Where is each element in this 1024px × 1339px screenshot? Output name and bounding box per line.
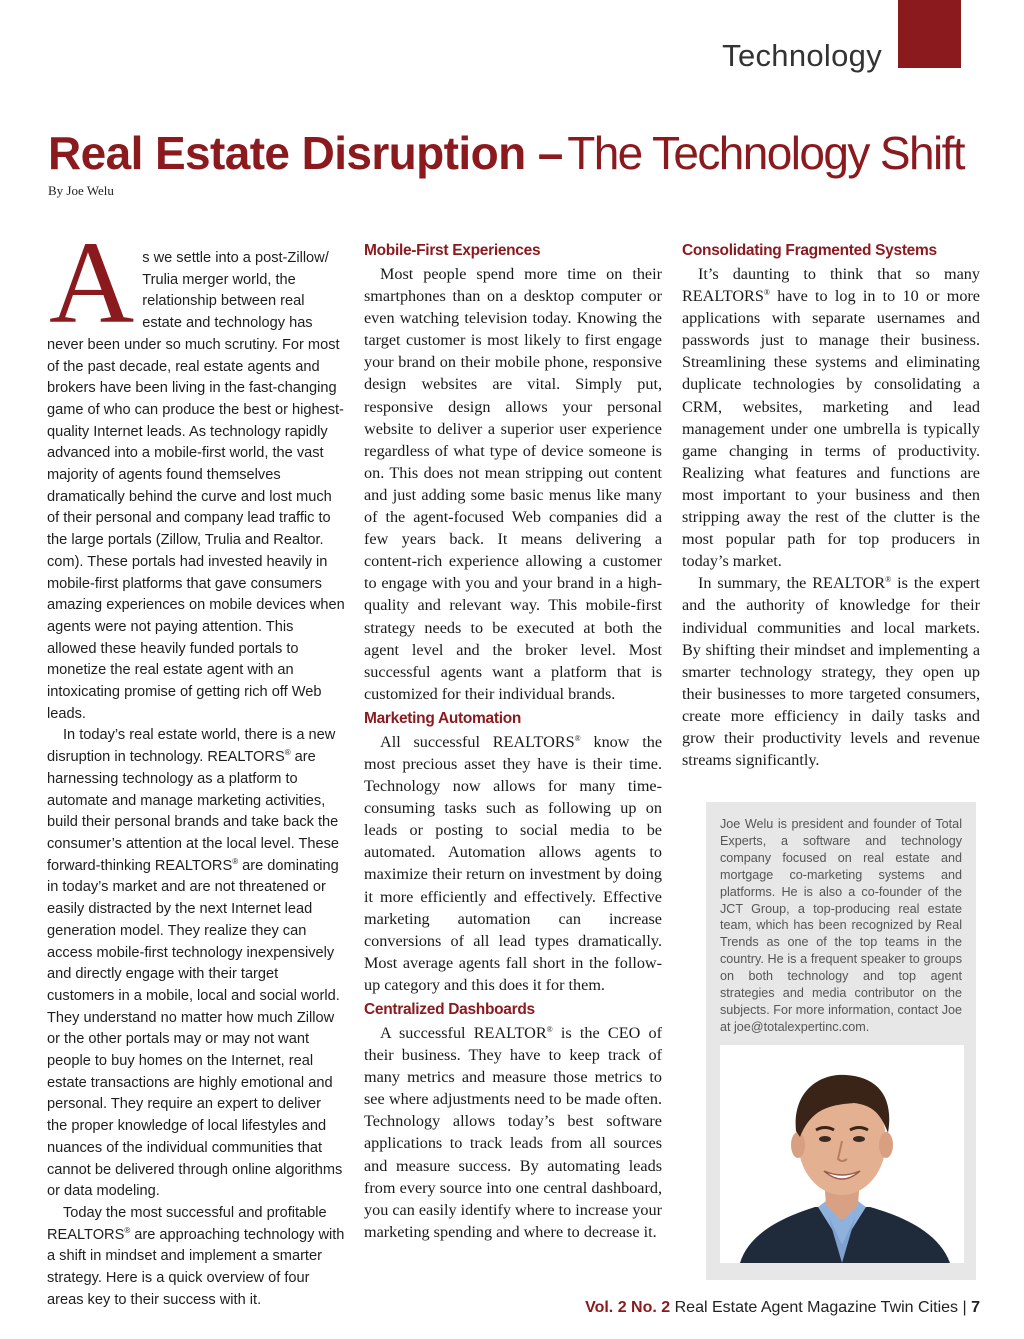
section-label: Technology [722,38,882,73]
subhead-consolidating-systems: Consolidating Fragmented Systems [682,242,937,259]
footer-separator: | [962,1299,967,1316]
body-paragraph: It’s daunting to think that so many REALTORS® have to log in to 10 or more applications with separate usernames and passwords just to manage their business. Streamlining these systems and eliminating duplicate technologies by consolidating a CRM, websites, marketing and lead management under one umbrella is typically game changing in terms of productivity. Realizing what features and functions are most important to your business and then stripping away the rest of the clutter is the most popular path for top producers in today’s market. [682,265,980,571]
subhead-centralized-dashboards: Centralized Dashboards [364,1001,535,1018]
body-paragraph: Today the most successful and profitable REALTORS® are approaching technology with a shift in mindset and implement a smarter strategy. Here is a quick overview of four areas key to their success with it. [47,1204,345,1308]
subhead-marketing-automation: Marketing Automation [364,709,522,727]
body-paragraph: In today’s real estate world, there is a new disruption in technology. REALTORS® are harnessing technology as a platform to automate and manage marketing activities, build their personal brands and take back the consumer’s attention at the local level. These forward-thinking REALTORS® are dominating in today’s market and are not threatened or easily distracted by the next Internet lead generation model. They realize they can access mobile-first technology inexpensively and directly engage with their target customers in a mobile, local and social world. They understand no matter how much Zillow or the other portals may or may not want people to buy homes on the Internet, real estate transactions are highly emotional and personal. They require an expert to deliver the proper knowledge of local lifestyles and nuances of the individual communities that cannot be delivered through online algorithms or data modeling. [47,727,343,1200]
byline: By Joe Welu [48,183,114,198]
subhead-mobile-first: Mobile-First Experiences [364,242,541,259]
magazine-name: Real Estate Agent Magazine Twin Cities [674,1299,959,1316]
author-bio: Joe Welu is president and founder of Total Experts, a software and technology company focused on real estate and mortgage co-marketing systems and platforms. He is also a co-founder of the JCT Group, a top-producing real estate team, which has been recognized by Real Trends as one of the top teams in the country. He is a frequent speaker to groups on both technology and top agent strategies and media contributor on the subjects. For more information, contact Joe at joe@totalexpertinc.com. [720,817,962,1034]
page-number: 7 [971,1299,980,1316]
article-headline [48,126,964,180]
headline-light: The Technology Shift [567,127,964,179]
body-paragraph: Most people spend more time on their smartphones than on a desktop computer or even watching television today. Knowing the target customer is most likely to first engage your brand on their mobile phone, responsive design websites are vital. Simply put, responsive design allows your personal website to deliver a superior user experience regardless of what type of device someone is on. This does not mean stripping out content and just adding some basic menus like many of the agent-focused Web companies did a few years back. It means delivering a content-rich experience allowing a customer to engage with you and your brand in a high-quality and relevant way. This mobile-first strategy needs to be executed at both the agent level and the broker level. Most successful agents want a platform that is customized for their individual brands. [364,265,662,703]
drop-cap: A [49,217,135,348]
issue-number: Vol. 2 No. 2 [585,1299,671,1316]
summary-paragraph: In summary, the REALTOR® is the expert and the authority of knowledge for their individual communities and local markets. By shifting their mindset and implementing a smarter technology strategy, they open up their businesses to more targeted consumers, create more efficiency in daily tasks and grow their productivity levels and revenue streams significantly. [682,574,980,770]
body-paragraph: All successful REALTORS® know the most precious asset they have is their time. Technology now allows for many time-consuming tasks such as following up on leads or posting to social media to be automated. Automation allows agents to maximize their return on investment by doing it more efficiently and effectively. Effective marketing automation can increase conversions of all lead types dramatically. Most average agents fall short in the follow-up category and this does it for them. [364,732,662,994]
body-paragraph: A successful REALTOR® is the CEO of their business. They have to keep track of many metrics and measure those metrics to see where adjustments need to be made often. Technology allows today’s best software applications to track leads from all sources and measure success. By automating leads from every source into one central dashboard, you can easily identify where to increase your marketing spending and where to decrease it. [364,1024,663,1241]
author-bio-box [706,802,976,1280]
headline-bold: Real Estate Disruption – [48,127,563,179]
author-photo [720,1045,964,1263]
column-3 [682,240,980,771]
intro-paragraph: s we settle into a post-Zillow/ Trulia merger world, the relationship between real estate and technology has never been under so much scrutiny. For most of the past decade, real estate agents and brokers have been living in the fast-changing game of who can produce the best or highest-quality Internet leads. As technology rapidly advanced into a mobile-first world, the vast majority of agents found themselves dramatically behind the curve and lost much of their personal and company lead traffic to the large portals (Zillow, Trulia and Realtor. com). These portals had invested heavily in mobile-first platforms that gave consumers amazing experiences on mobile devices when agents were not paying attention. This allowed these heavily funded portals to monetize the real estate agent with an intoxicating promise of getting rich off Web leads. [47,250,345,722]
column-1 [47,217,345,1311]
section-color-block [898,0,961,68]
page-footer [585,1299,980,1317]
column-2 [364,240,662,1243]
